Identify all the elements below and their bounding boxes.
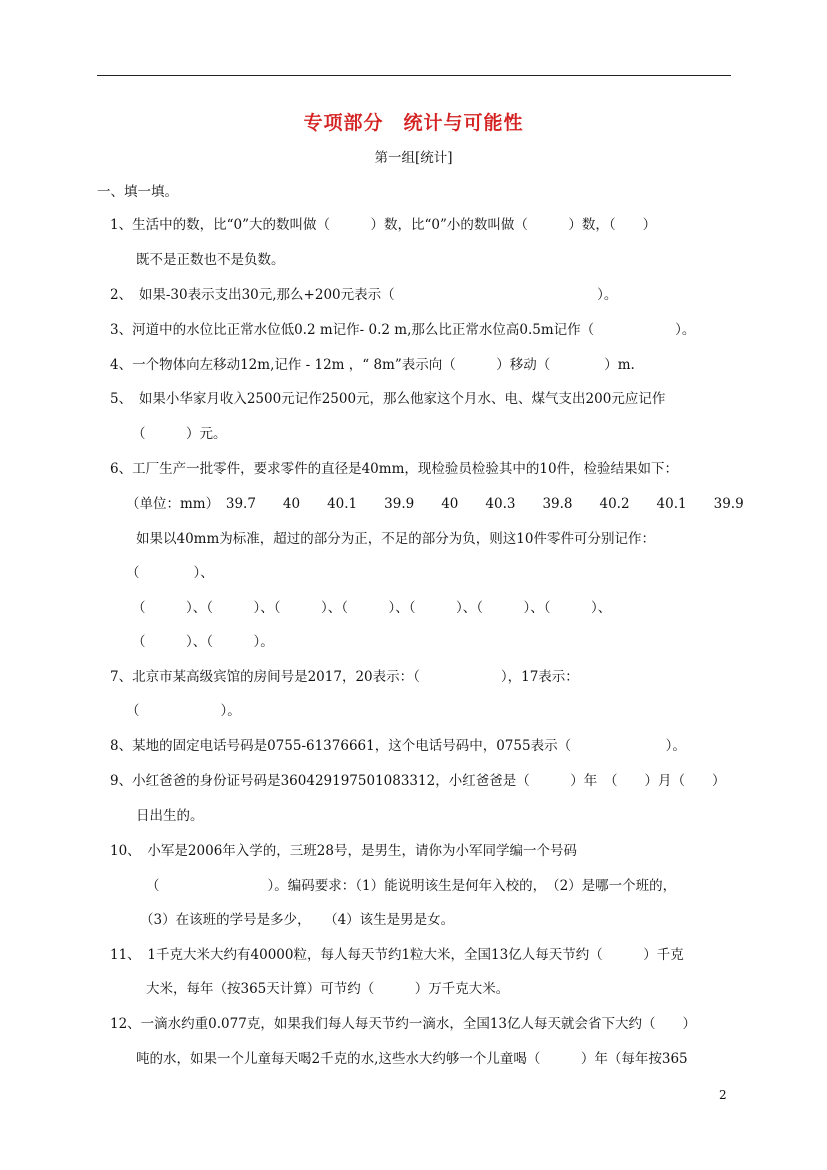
question-line: 2、 如果-30表示支出30元,那么+200元表示（ ）。	[110, 287, 618, 303]
answer-blank-line: （ ）。	[126, 703, 241, 719]
section-heading: 一、填一填。	[97, 184, 178, 200]
answer-blank-line: （ ）、	[126, 565, 214, 581]
question-line: 10、 小军是2006年入学的，三班28号，是男生，请你为小军同学编一个号码	[110, 843, 577, 859]
question-line: 11、 1千克大米大约有40000粒，每人每天节约1粒大米，全国13亿人每天节约（ ）千克	[110, 947, 684, 963]
question-line: 如果以40mm为标准，超过的部分为正，不足的部分为负，则这10件零件可分别记作：	[136, 531, 655, 547]
question-line: 8、某地的固定电话号码是0755-61376661，这个电话号码中，0755表示（ ）。	[110, 738, 686, 754]
question-line: 6、工厂生产一批零件，要求零件的直径是40mm，现检验员检验其中的10件，检验结果如下：	[110, 461, 679, 477]
page-subtitle: 第一组[统计]	[374, 150, 453, 166]
question-line: 4、一个物体向左移动12m,记作 - 12m ，“ 8m”表示向（ ）移动（ ）m.	[110, 357, 635, 373]
question-line: 大米，每年（按365天计算）可节约（ ）万千克大米。	[146, 981, 510, 997]
question-line: 既不是正数也不是负数。	[136, 252, 285, 268]
answer-blank-line: （ ）、（ ）。	[132, 634, 274, 650]
question-line: 1、生活中的数，比“0”大的数叫做（ ）数，比“0”小的数叫做（ ）数，（ ）	[110, 217, 657, 233]
answer-blank-line: （ ）、（ ）、（ ）、（ ）、（ ）、（ ）、（ ）、	[132, 600, 612, 616]
question-line: （单位：mm） 39.7 40 40.1 39.9 40 40.3 39.8 40.2 40.1 39.9	[126, 496, 744, 512]
question-line: 12、一滴水约重0.077克，如果我们每人每天节约一滴水，全国13亿人每天就会省下大约（ ）	[110, 1016, 697, 1032]
page-title: 专项部分 统计与可能性	[303, 112, 524, 134]
question-line: （ ）元。	[132, 426, 227, 442]
question-line: （ ）。编码要求：（1）能说明该生是何年入校的， （2）是哪一个班的，	[146, 878, 677, 894]
question-line: （3）在该班的学号是多少， （4）该生是男是女。	[140, 912, 455, 928]
question-line: 3、河道中的水位比正常水位低0.2 m记作- 0.2 m,那么比正常水位高0.5m记作（ ）。	[110, 322, 696, 338]
question-line: 5、 如果小华家月收入2500元记作2500元，那么他家这个月水、电、煤气支出200元应记作	[110, 391, 666, 407]
header-rule	[97, 75, 731, 76]
question-line: 7、北京市某高级宾馆的房间号是2017，20表示：（ ），17表示：	[110, 669, 579, 685]
question-line: 吨的水，如果一个儿童每天喝2千克的水,这些水大约够一个儿童喝（ ）年（每年按365	[136, 1051, 688, 1067]
question-line: 9、小红爸爸的身份证号码是360429197501083312，小红爸爸是（ ）年 （ ）月（ ）	[110, 773, 726, 789]
question-line: 日出生的。	[136, 808, 204, 824]
page-number: 2	[719, 1088, 727, 1102]
